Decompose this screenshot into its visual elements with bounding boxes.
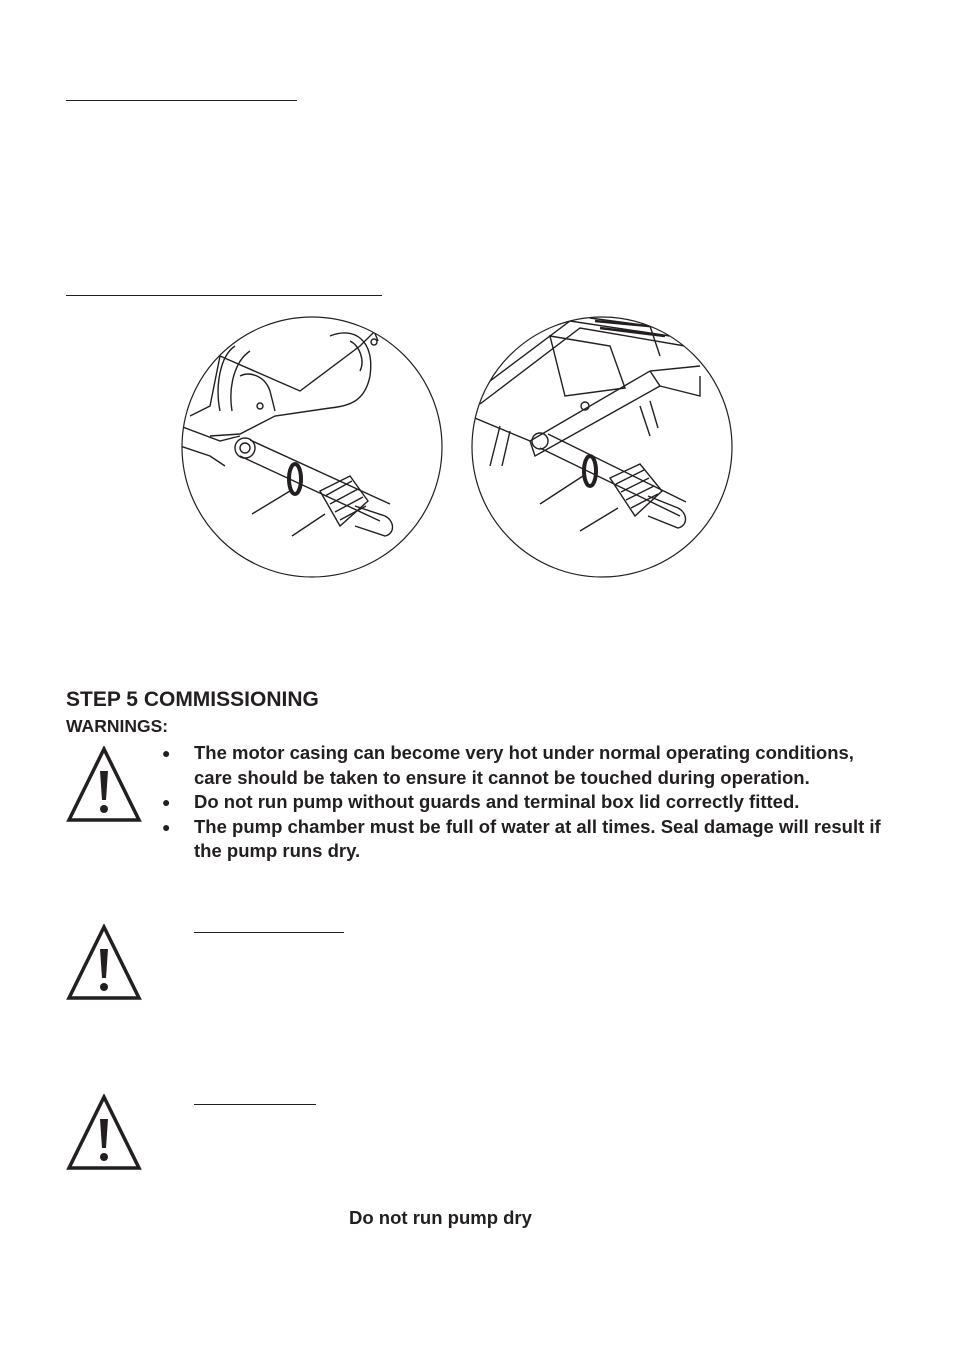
list-item — [162, 741, 892, 790]
subheading-rule — [194, 1104, 316, 1105]
subheading-rule — [194, 932, 344, 933]
heading-rule-top — [66, 100, 297, 101]
bullet-icon: ● — [162, 745, 171, 761]
warning-triangle-icon — [66, 746, 142, 822]
warnings-list — [162, 741, 892, 864]
dry-run-note: Do not run pump dry — [349, 1207, 532, 1228]
bullet-icon: ● — [162, 794, 171, 810]
pump-connection-illustration-left — [180, 316, 446, 580]
bullet-icon: ● — [162, 818, 171, 835]
warning-text: The motor casing can become very hot under normal operating conditions, care should be taken to ensure it cannot be touched during operation. — [194, 742, 854, 788]
list-item — [162, 815, 892, 864]
section-heading: STEP 5 COMMISSIONING — [66, 688, 319, 711]
warning-text: The pump chamber must be full of water at all times. Seal damage will result if the pump runs dry. — [194, 815, 881, 861]
warning-triangle-icon — [66, 924, 142, 1000]
pump-connection-illustration-right — [470, 316, 736, 580]
warning-text: Do not run pump without guards and terminal box lid correctly fitted. — [194, 791, 800, 812]
heading-rule-figure — [66, 295, 382, 296]
warnings-label: WARNINGS: — [66, 716, 169, 736]
warning-triangle-icon — [66, 1094, 142, 1170]
list-item — [162, 790, 892, 815]
